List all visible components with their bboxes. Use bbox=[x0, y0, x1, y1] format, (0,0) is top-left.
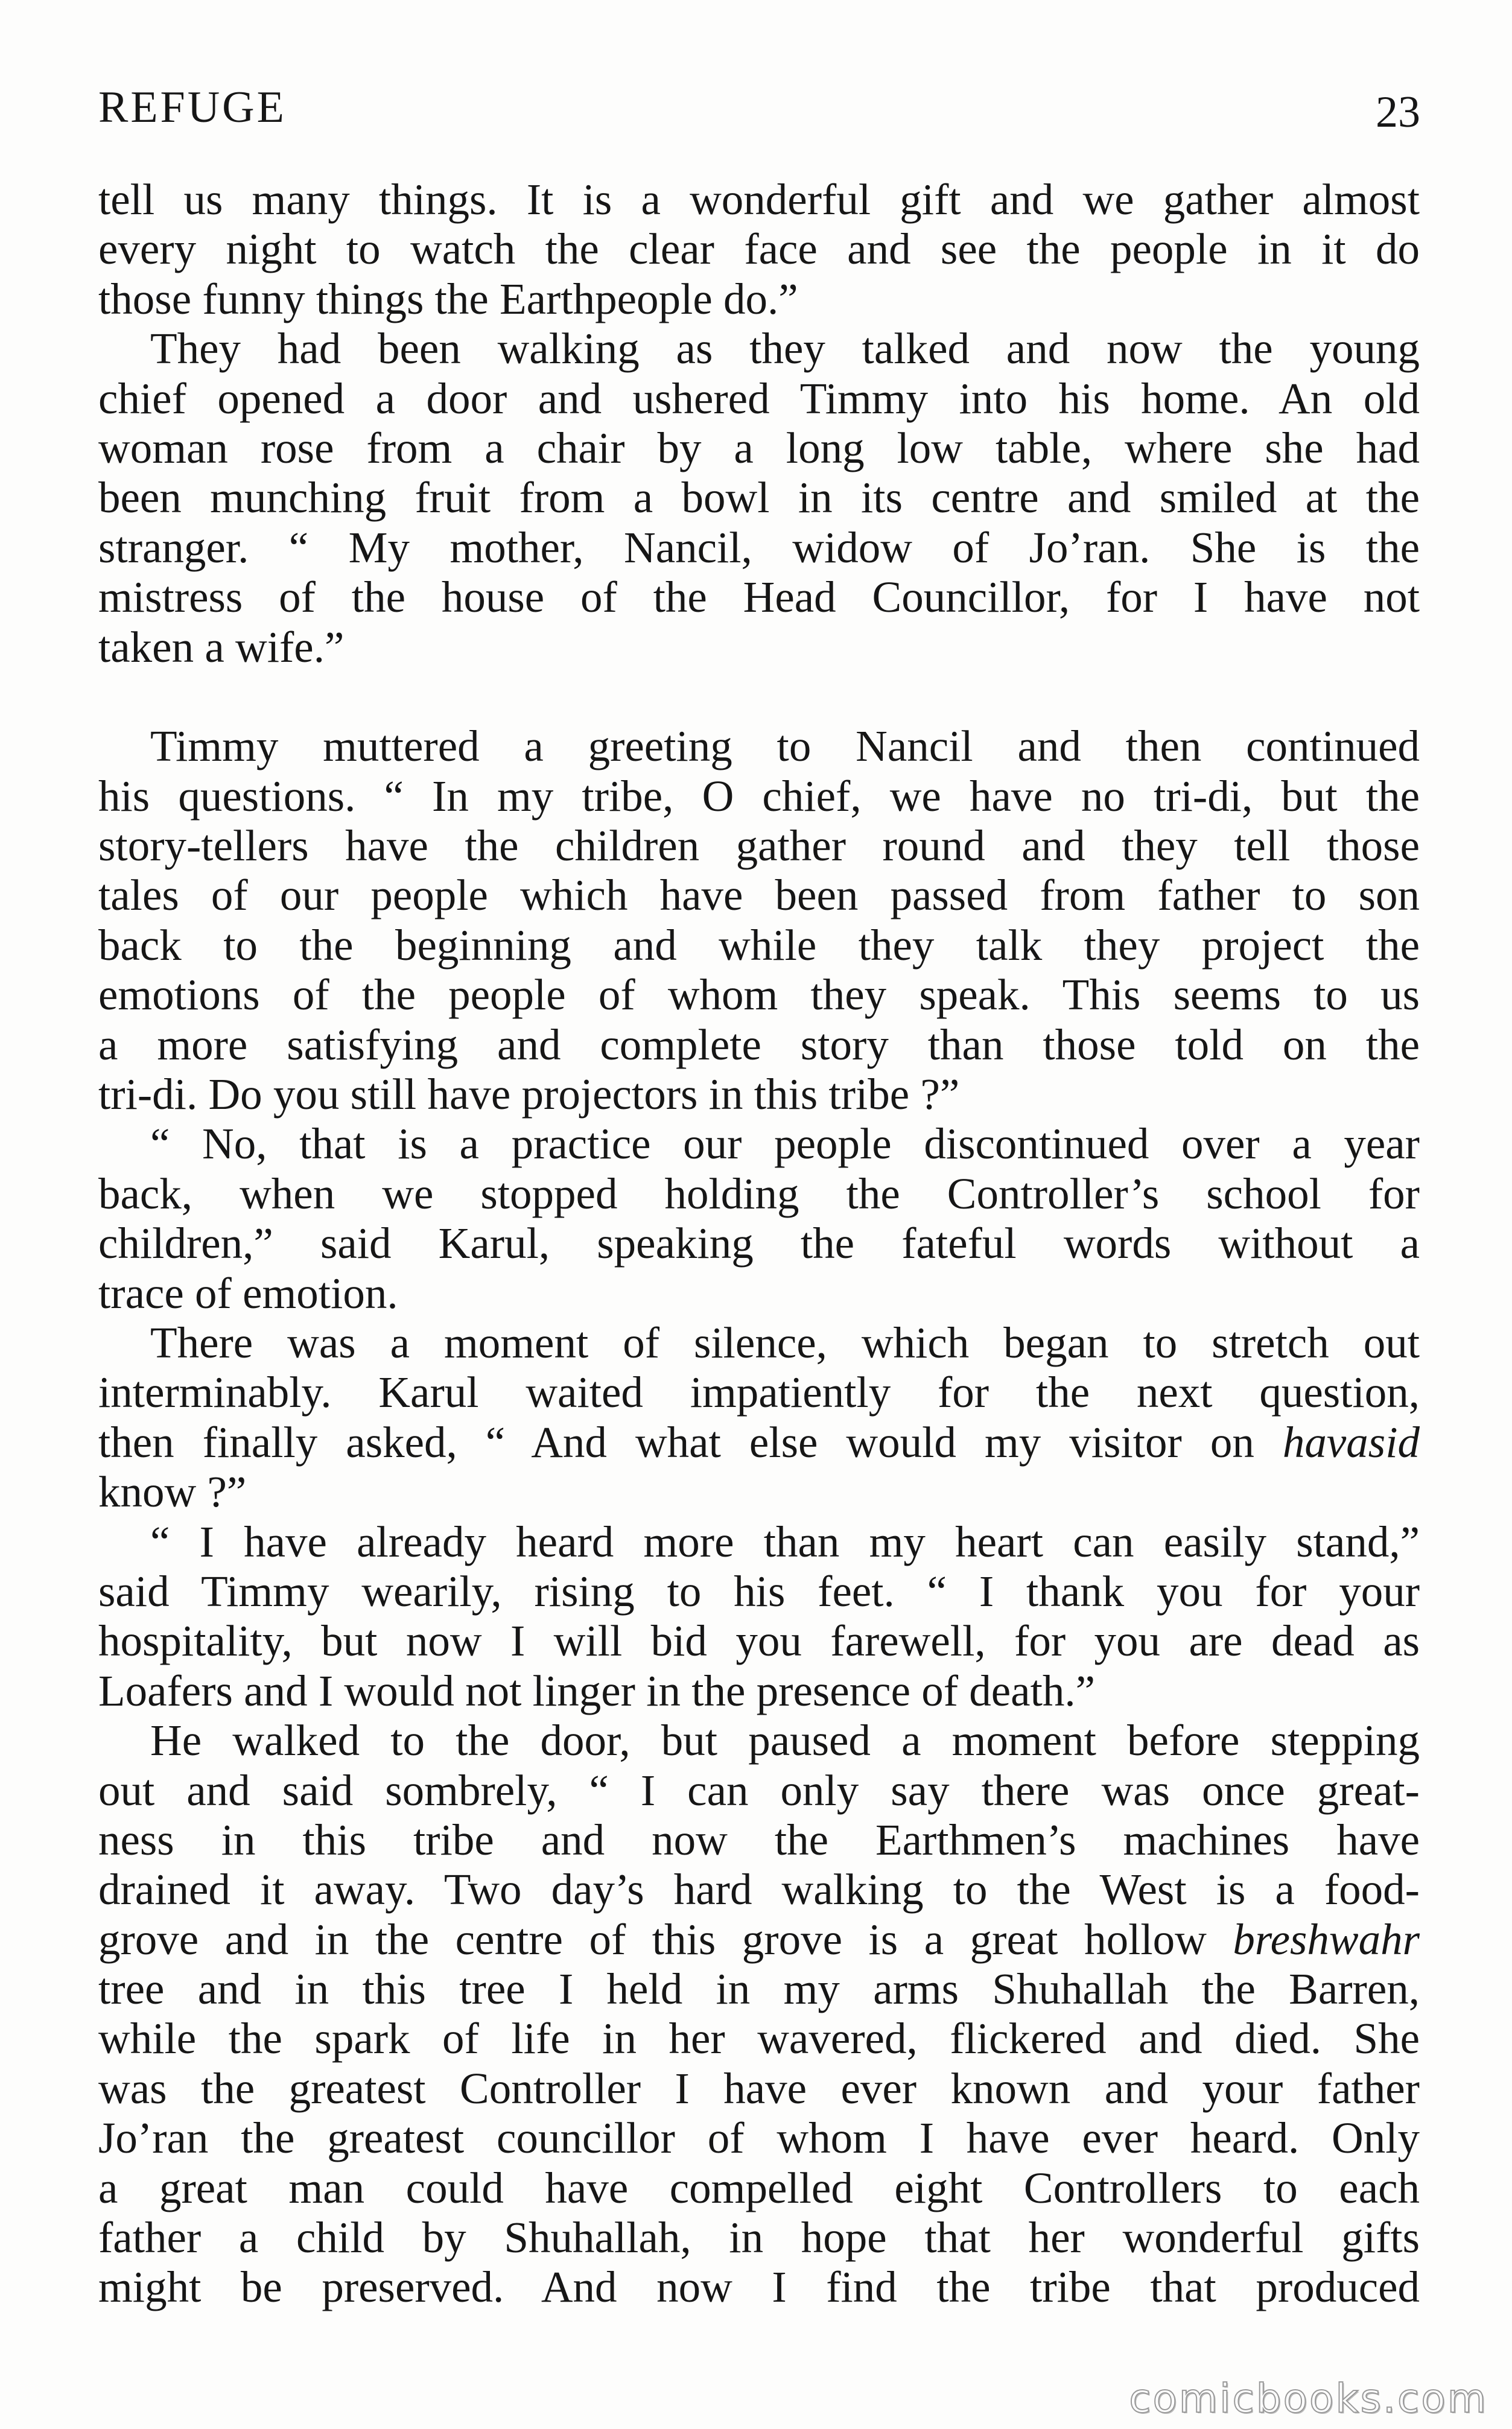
text-line bbox=[98, 1865, 1420, 1914]
text-line bbox=[98, 2014, 1420, 2063]
text-line bbox=[98, 2213, 1420, 2262]
text-line bbox=[98, 1368, 1420, 1417]
text-line-content: mistress of the house of the Head Councillor, for I have not bbox=[98, 573, 1420, 622]
italic-word: havasid bbox=[1282, 1417, 1420, 1467]
text-line-content: back, when we stopped holding the Controller’s school for bbox=[98, 1169, 1420, 1218]
text-line bbox=[98, 324, 1420, 373]
text-line bbox=[98, 772, 1420, 821]
text-line bbox=[98, 1070, 1420, 1119]
text-line-content: grove and in the centre of this grove is a great hollow bbox=[98, 1914, 1233, 1964]
text-line bbox=[98, 1219, 1420, 1268]
text-line bbox=[98, 1766, 1420, 1815]
body-text bbox=[98, 175, 1420, 2313]
text-line bbox=[98, 1169, 1420, 1219]
text-line-content: Loafers and I would not linger in the presence of death.” bbox=[98, 1666, 1096, 1715]
text-line-content: woman rose from a chair by a long low table, where she had bbox=[98, 423, 1420, 472]
text-line bbox=[98, 1567, 1420, 1616]
text-line bbox=[98, 473, 1420, 522]
text-line bbox=[98, 1964, 1420, 2014]
text-line bbox=[98, 1269, 1420, 1318]
text-line-content: was the greatest Controller I have ever known and your father bbox=[98, 2063, 1420, 2113]
text-line-content: drained it away. Two day’s hard walking to the West is a food- bbox=[98, 1865, 1420, 1914]
text-line-content: children,” said Karul, speaking the fateful words without a bbox=[98, 1219, 1420, 1268]
page-number: 23 bbox=[1376, 87, 1420, 137]
text-line bbox=[98, 1318, 1420, 1368]
text-line-content: back to the beginning and while they talk they project the bbox=[98, 920, 1420, 970]
text-line bbox=[98, 2113, 1420, 2163]
text-line bbox=[98, 224, 1420, 274]
text-line bbox=[98, 1616, 1420, 1666]
text-line-content: chief opened a door and ushered Timmy into his home. An old bbox=[98, 373, 1420, 423]
text-line bbox=[98, 573, 1420, 622]
text-line bbox=[98, 1666, 1420, 1716]
text-line bbox=[98, 921, 1420, 970]
text-line-content: said Timmy wearily, rising to his feet. “ I thank you for your bbox=[98, 1566, 1420, 1616]
text-line bbox=[98, 1119, 1420, 1169]
text-line-content: know ?” bbox=[98, 1467, 247, 1517]
text-line bbox=[98, 623, 1420, 672]
text-line-content: ness in this tribe and now the Earthmen’s machines have bbox=[98, 1815, 1420, 1864]
text-line bbox=[98, 722, 1420, 771]
text-line bbox=[98, 1517, 1420, 1567]
text-line-content: hospitality, but now I will bid you farewell, for you are dead as bbox=[98, 1616, 1420, 1666]
text-line bbox=[98, 1915, 1420, 1964]
italic-word: breshwahr bbox=[1233, 1914, 1420, 1964]
text-line-content: interminably. Karul waited impatiently for the next question, bbox=[98, 1368, 1420, 1417]
text-line-content: every night to watch the clear face and see the people in it do bbox=[98, 224, 1420, 274]
paragraph-gap bbox=[98, 672, 1420, 722]
text-line-content: “ I have already heard more than my heart can easily stand,” bbox=[150, 1517, 1420, 1566]
text-line-content: a great man could have compelled eight Controllers to each bbox=[98, 2163, 1420, 2212]
running-head-title: REFUGE bbox=[98, 83, 287, 132]
text-line bbox=[98, 1815, 1420, 1865]
text-line bbox=[98, 821, 1420, 871]
text-line bbox=[98, 2164, 1420, 2213]
text-line-content: They had been walking as they talked and now the young bbox=[150, 324, 1420, 373]
text-line-content: father a child by Shuhallah, in hope that her wonderful gifts bbox=[98, 2213, 1420, 2262]
text-line bbox=[98, 2064, 1420, 2113]
text-line-content: There was a moment of silence, which began to stretch out bbox=[150, 1318, 1420, 1367]
text-line-content: stranger. “ My mother, Nancil, widow of Jo’ran. She is the bbox=[98, 522, 1420, 572]
text-line-content: his questions. “ In my tribe, O chief, we have no tri-di, but the bbox=[98, 771, 1420, 821]
text-line-content: taken a wife.” bbox=[98, 622, 345, 672]
text-line-content: out and said sombrely, “ I can only say there was once great- bbox=[98, 1765, 1420, 1815]
text-line bbox=[98, 2262, 1420, 2312]
text-line-content: while the spark of life in her wavered, flickered and died. She bbox=[98, 2014, 1420, 2063]
text-line-content: tales of our people which have been passed from father to son bbox=[98, 871, 1420, 920]
text-line-content: been munching fruit from a bowl in its centre and smiled at the bbox=[98, 473, 1420, 522]
text-line bbox=[98, 1716, 1420, 1765]
text-line bbox=[98, 523, 1420, 573]
running-head bbox=[98, 77, 1420, 138]
text-line bbox=[98, 1020, 1420, 1070]
text-line-content: story-tellers have the children gather round and they tell those bbox=[98, 821, 1420, 871]
text-line bbox=[98, 424, 1420, 473]
watermark-logo: comicbooks.com bbox=[1129, 2375, 1488, 2422]
text-line-content: emotions of the people of whom they speak. This seems to us bbox=[98, 970, 1420, 1020]
text-line bbox=[98, 374, 1420, 424]
text-line-content: tell us many things. It is a wonderful gift and we gather almost bbox=[98, 175, 1420, 224]
text-line bbox=[98, 1467, 1420, 1517]
text-line bbox=[98, 970, 1420, 1020]
text-line-content: Jo’ran the greatest councillor of whom I have ever heard. Only bbox=[98, 2113, 1420, 2163]
text-line-content: “ No, that is a practice our people discontinued over a year bbox=[150, 1119, 1420, 1169]
text-line-content: tri-di. Do you still have projectors in this tribe ?” bbox=[98, 1070, 960, 1119]
text-line-content: those funny things the Earthpeople do.” bbox=[98, 274, 798, 323]
text-line bbox=[98, 175, 1420, 224]
text-line bbox=[98, 1418, 1420, 1467]
text-line-content: might be preserved. And now I find the tribe that produced bbox=[98, 2262, 1420, 2312]
text-line bbox=[98, 871, 1420, 920]
text-line-content: then finally asked, “ And what else would my visitor on bbox=[98, 1417, 1283, 1467]
text-line-content: Timmy muttered a greeting to Nancil and then continued bbox=[150, 722, 1420, 771]
text-line bbox=[98, 275, 1420, 324]
text-line-content: tree and in this tree I held in my arms Shuhallah the Barren, bbox=[98, 1964, 1420, 2014]
text-line-content: a more satisfying and complete story than those told on the bbox=[98, 1020, 1420, 1069]
text-line-content: trace of emotion. bbox=[98, 1268, 398, 1318]
text-line-content: He walked to the door, but paused a moment before stepping bbox=[150, 1716, 1420, 1765]
